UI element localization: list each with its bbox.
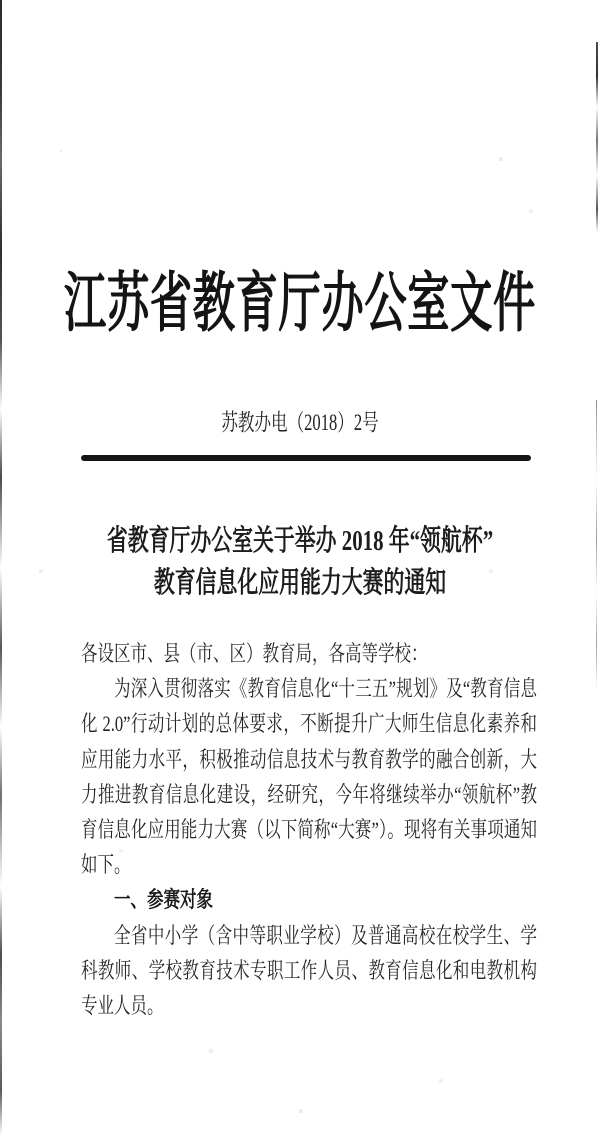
letterhead-divider-rule: [81, 455, 531, 461]
scan-edge-artifact-right-top: [596, 42, 598, 232]
notice-title-line2: 教育信息化应用能力大赛的通知: [153, 567, 447, 599]
intro-paragraph: 为深入贯彻落实《教育信息化“十三五”规划》及“教育信息化 2.0”行动计划的总体要求，不断提升广大师生信息化素养和应用能力水平，积极推动信息技术与教育教学的融合创新，大力推进教育信息化建设，经研究，今年将继续举办“领航杯”教育信息化应用能力大赛（以下简称“大赛”）。现将有关事项通知如下。: [81, 676, 538, 878]
scan-noise-specks: [60, 150, 62, 152]
section-1-heading: 一、参赛对象: [114, 887, 214, 913]
section-1-paragraph: 全省中小学（含中等职业学校）及普通高校在校学生、学科教师、学校教育技术专职工作人员、教育信息化和电教机构专业人员。: [81, 922, 537, 1019]
salutation-line: 各设区市、县（市、区）教育局，各高等学校：: [81, 641, 428, 666]
document-body: [81, 636, 537, 1023]
notice-title: [0, 520, 600, 604]
letterhead-title: 江苏省教育厅办公室文件: [64, 268, 536, 340]
notice-title-line1: 省教育厅办公室关于举办 2018 年“领航杯”: [106, 525, 494, 557]
document-number: 苏教办电（2018）2号: [221, 410, 379, 435]
